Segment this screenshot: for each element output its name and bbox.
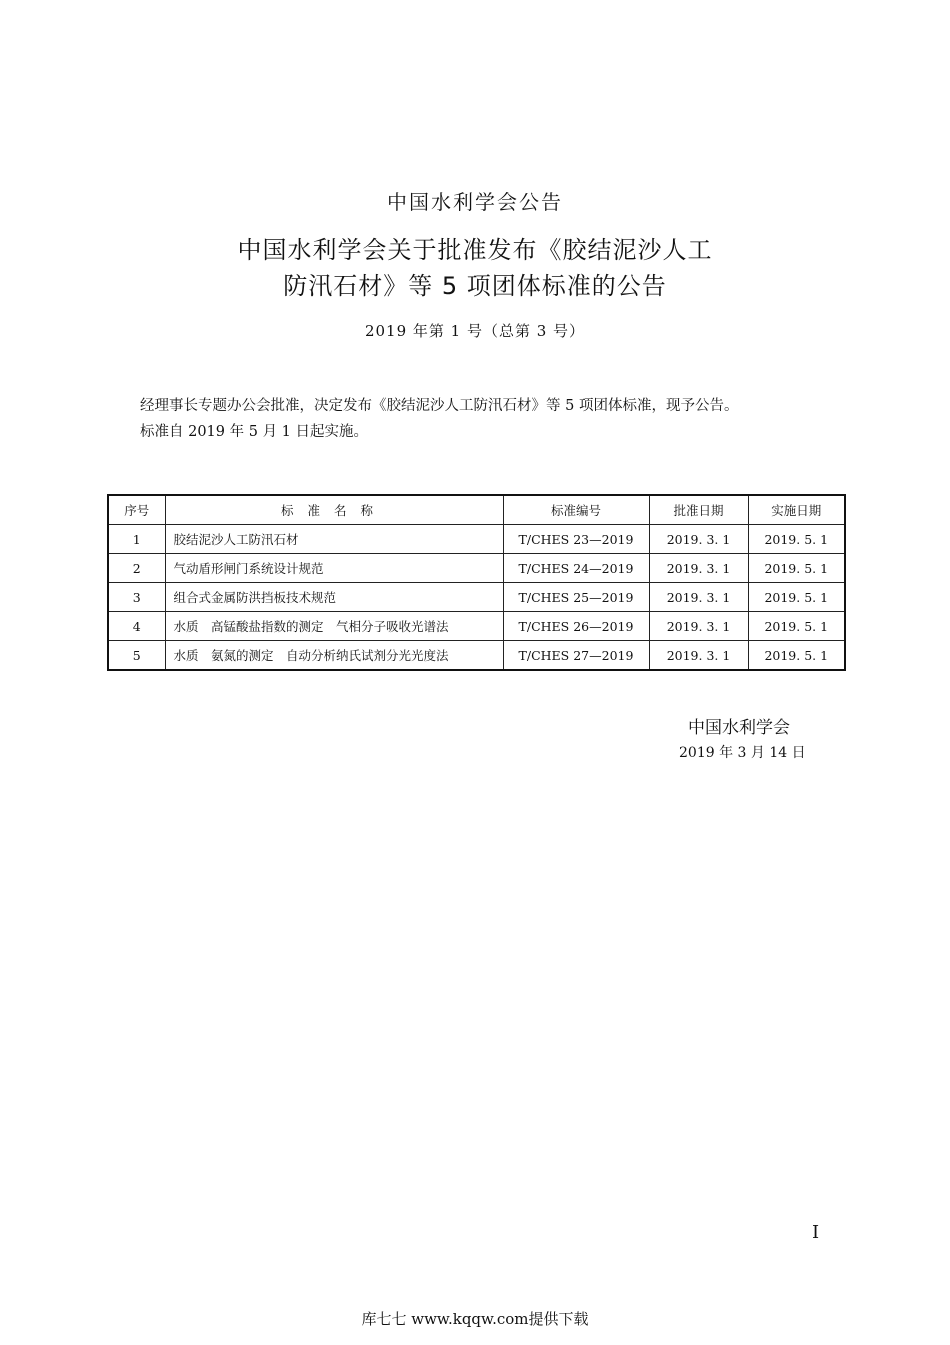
header-standard-code: 标准编号 — [503, 495, 649, 525]
table-row — [108, 641, 845, 671]
signature-date: 2019 年 3 月 14 日 — [679, 745, 806, 761]
cell-approval-date: 2019. 3. 1 — [649, 583, 748, 612]
cell-serial: 3 — [108, 583, 165, 612]
cell-standard-code: T/CHES 24—2019 — [503, 554, 649, 583]
body-line-1: 经理事长专题办公会批准，决定发布《胶结泥沙人工防汛石材》等 5 项团体标准，现予公告。 — [140, 398, 739, 414]
cell-approval-date: 2019. 3. 1 — [649, 612, 748, 641]
cell-standard-code: T/CHES 25—2019 — [503, 583, 649, 612]
table-row — [108, 612, 845, 641]
cell-serial: 4 — [108, 612, 165, 641]
table-row — [108, 525, 845, 554]
cell-approval-date: 2019. 3. 1 — [649, 554, 748, 583]
document-title — [0, 232, 950, 304]
cell-serial: 1 — [108, 525, 165, 554]
cell-effective-date: 2019. 5. 1 — [748, 641, 845, 671]
document-title-line-1: 中国水利学会关于批准发布《胶结泥沙人工 — [237, 236, 713, 264]
cell-standard-name: 水质 高锰酸盐指数的测定 气相分子吸收光谱法 — [165, 612, 503, 641]
header-effective-date: 实施日期 — [748, 495, 845, 525]
table-row — [108, 554, 845, 583]
cell-standard-code: T/CHES 26—2019 — [503, 612, 649, 641]
cell-standard-name: 气动盾形闸门系统设计规范 — [165, 554, 503, 583]
header-serial: 序号 — [108, 495, 165, 525]
cell-serial: 2 — [108, 554, 165, 583]
cell-effective-date: 2019. 5. 1 — [748, 583, 845, 612]
cell-serial: 5 — [108, 641, 165, 671]
announcement-header: 中国水利学会公告 — [387, 190, 563, 214]
cell-approval-date: 2019. 3. 1 — [649, 641, 748, 671]
cell-standard-name: 水质 氨氮的测定 自动分析纳氏试剂分光光度法 — [165, 641, 503, 671]
cell-standard-code: T/CHES 23—2019 — [503, 525, 649, 554]
signature-organization: 中国水利学会 — [688, 718, 790, 738]
body-line-2: 标准自 2019 年 5 月 1 日起实施。 — [140, 424, 369, 440]
standards-table — [107, 494, 846, 671]
cell-effective-date: 2019. 5. 1 — [748, 612, 845, 641]
announcement-body — [140, 393, 840, 445]
cell-standard-name: 组合式金属防洪挡板技术规范 — [165, 583, 503, 612]
cell-approval-date: 2019. 3. 1 — [649, 525, 748, 554]
cell-effective-date: 2019. 5. 1 — [748, 525, 845, 554]
page-number: I — [812, 1222, 820, 1243]
download-footer: 库七七 www.kqqw.com提供下载 — [361, 1310, 589, 1328]
header-approval-date: 批准日期 — [649, 495, 748, 525]
cell-standard-code: T/CHES 27—2019 — [503, 641, 649, 671]
table-header-row — [108, 495, 845, 525]
issue-number: 2019 年第 1 号（总第 3 号） — [364, 322, 586, 340]
document-title-line-2: 防汛石材》等 5 项团体标准的公告 — [283, 272, 667, 300]
header-standard-name: 标准名称 — [165, 495, 503, 525]
table-row — [108, 583, 845, 612]
cell-effective-date: 2019. 5. 1 — [748, 554, 845, 583]
cell-standard-name: 胶结泥沙人工防汛石材 — [165, 525, 503, 554]
